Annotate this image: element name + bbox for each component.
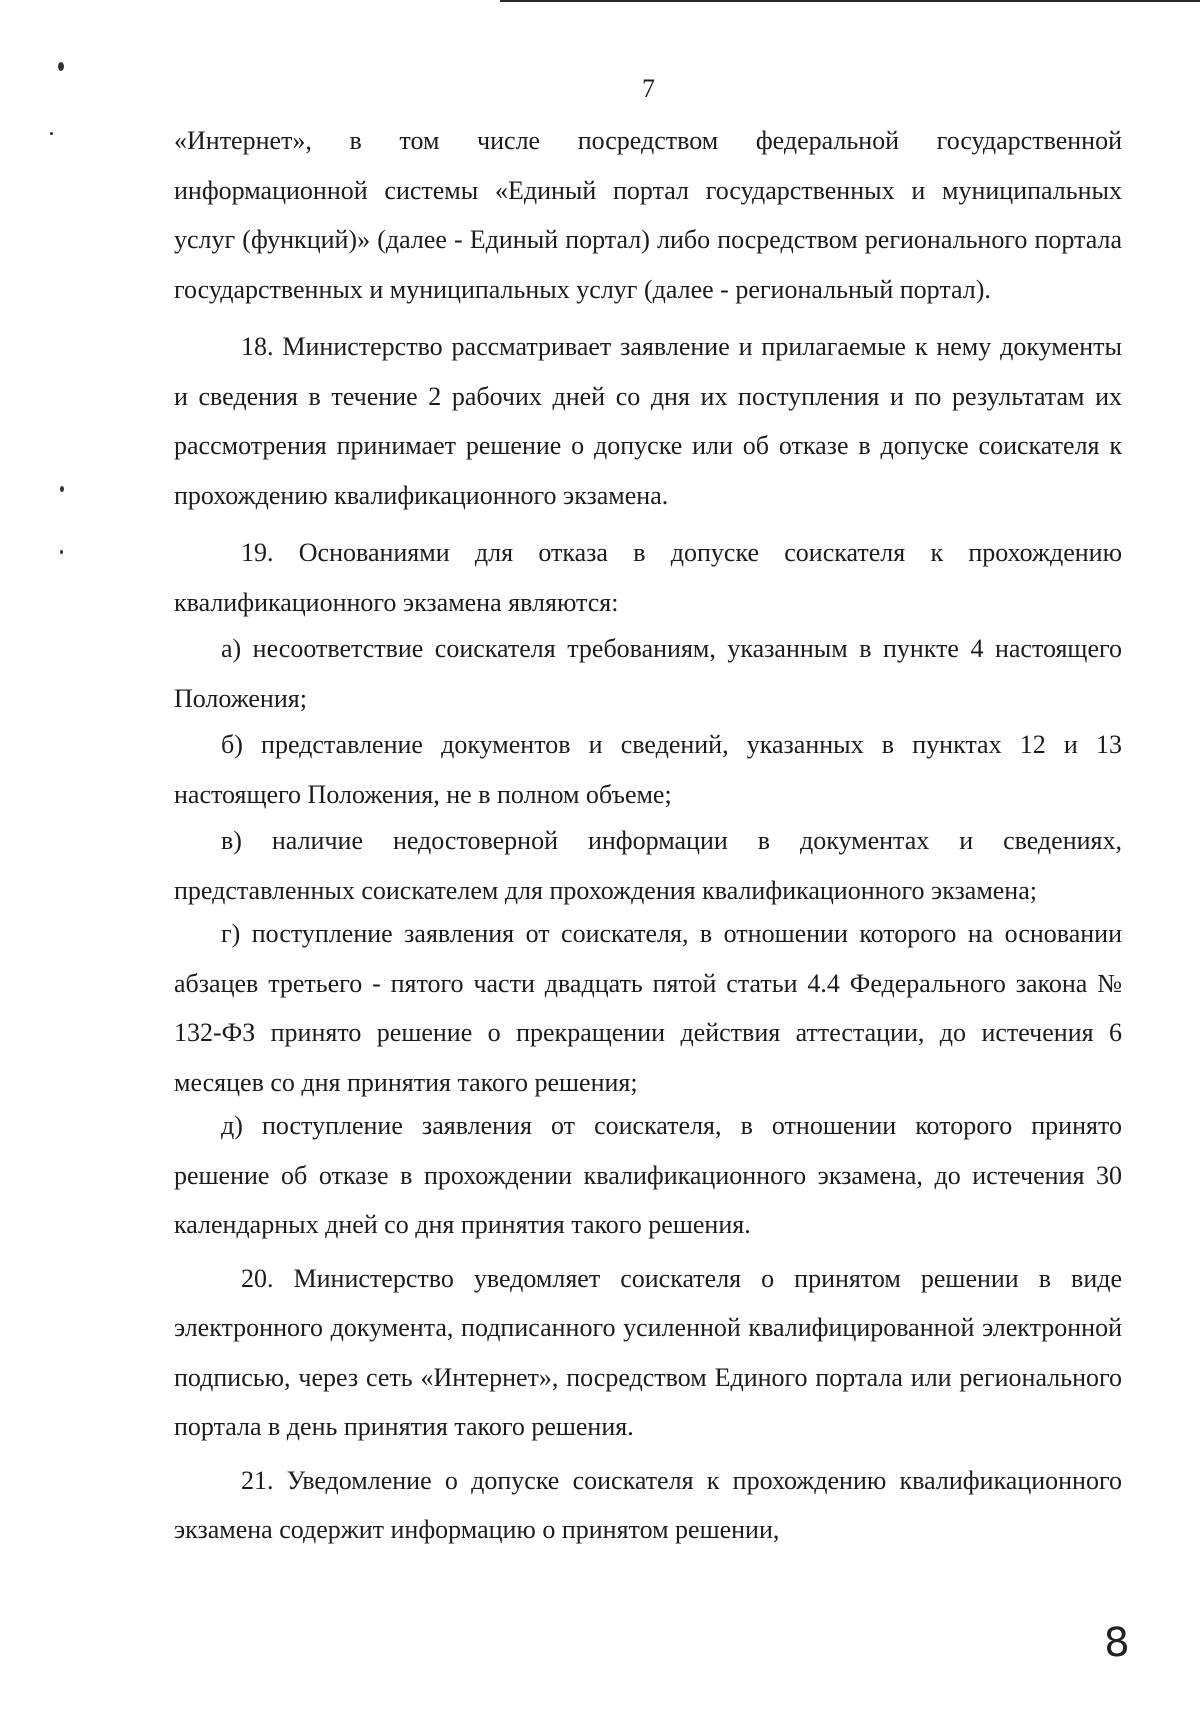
- paragraph-19-g: г) поступление заявления от соискателя, в отношении которого на основании абзацев третьего - пятого части двадцать пятой статьи 4.4 Федерального закона № 132-ФЗ принято решение о прекращении действия аттестации, до истечения 6 месяцев со дня принятия такого решения;: [174, 919, 1122, 1097]
- paragraph-19-d: д) поступление заявления от соискателя, в отношении которого принято решение об отказе в прохождении квалификационного экзамена, до истечения 30 календарных дней со дня принятия такого решения.: [174, 1111, 1122, 1239]
- scan-speck: [60, 486, 64, 492]
- paragraph-19-b: б) представление документов и сведений, указанных в пунктах 12 и 13 настоящего Положения, не в полном объеме;: [174, 730, 1122, 809]
- paragraph-19: 19. Основаниями для отказа в допуске соискателя к прохождению квалификационного экзамена являются:: [174, 538, 1122, 617]
- handwritten-page-mark: 8: [1102, 1619, 1131, 1667]
- scan-speck: [60, 550, 63, 554]
- scan-speck: [50, 132, 53, 135]
- document-body: [174, 116, 1122, 1555]
- paragraph-18: 18. Министерство рассматривает заявление и прилагаемые к нему документы и сведения в течение 2 рабочих дней со дня их поступления и по результатам их рассмотрения принимает решение о допуске или об отказе в допуске соискателя к прохождению квалификационного экзамена.: [174, 332, 1122, 510]
- paragraph-20: 20. Министерство уведомляет соискателя о принятом решении в виде электронного документа, подписанного усиленной квалифицированной электронной подписью, через сеть «Интернет», посредством Единого портала или регионального портала в день принятия такого решения.: [174, 1263, 1122, 1441]
- paragraph-continuation: «Интернет», в том числе посредством федеральной государственной информационной системы «Единый портал государственных и муниципальных услуг (функций)» (далее - Единый портал) либо посредством регионального портала государственных и муниципальных услуг (далее - региональный портал).: [174, 126, 1122, 304]
- paragraph-21: 21. Уведомление о допуске соискателя к прохождению квалификационного экзамена содержит информацию о принятом решении,: [174, 1465, 1122, 1544]
- scan-speck: [58, 62, 64, 71]
- scan-edge-line: [500, 0, 1200, 2]
- page-number: 7: [642, 74, 655, 103]
- paragraph-19-a: а) несоответствие соискателя требованиям, указанным в пункте 4 настоящего Положения;: [174, 634, 1122, 713]
- paragraph-19-v: в) наличие недостоверной информации в документах и сведениях, представленных соискателем для прохождения квалификационного экзамена;: [174, 826, 1122, 905]
